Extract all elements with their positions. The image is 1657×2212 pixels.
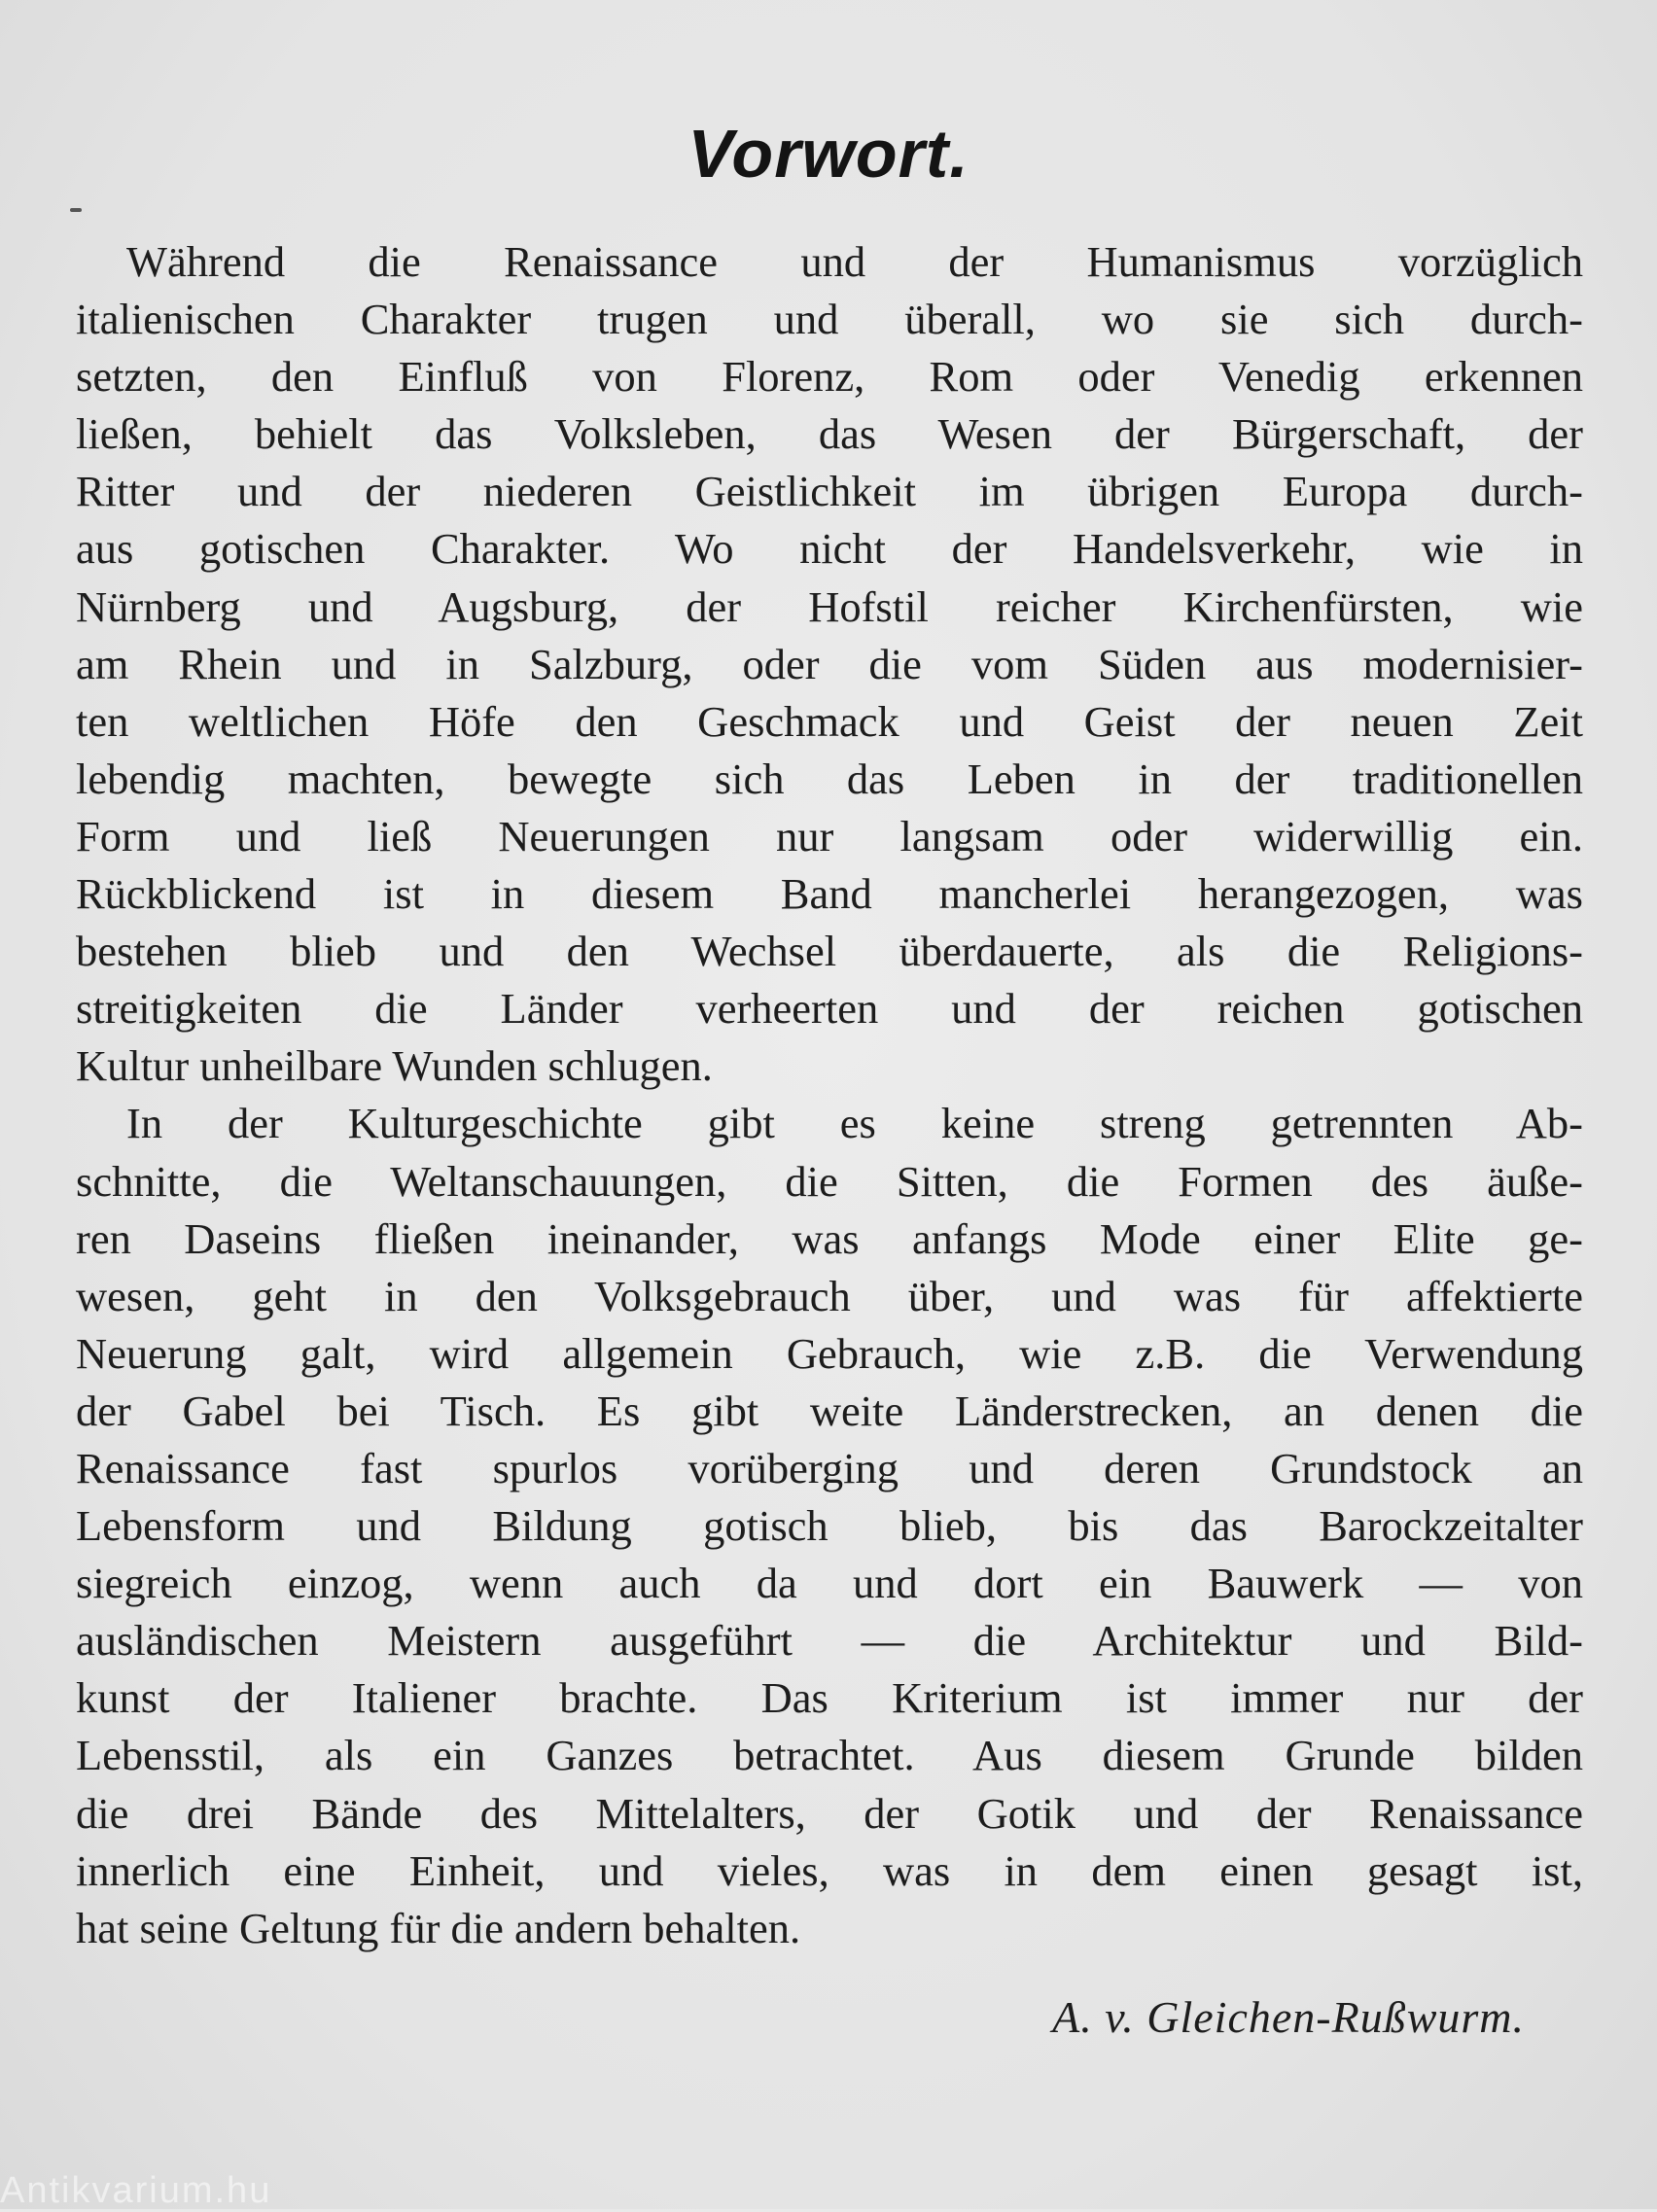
text-line: bestehen blieb und den Wechsel überdauerte, als die Religions- [76,927,1583,976]
text-line: Lebensstil, als ein Ganzes betrachtet. Aus diesem Grunde bilden [76,1731,1583,1780]
text-line: Während die Renaissance und der Humanismus vorzüglich [126,237,1583,286]
text-line: am Rhein und in Salzburg, oder die vom Süden aus modernisier- [76,639,1583,688]
text-line: die drei Bände des Mittelalters, der Gotik und der Renaissance [76,1788,1583,1838]
text-line: aus gotischen Charakter. Wo nicht der Handelsverkehr, wie in [76,524,1583,574]
text-line: Renaissance fast spurlos vorüberging und deren Grundstock an [76,1443,1583,1492]
text-line: ließen, behielt das Volksleben, das Wesen der Bürgerschaft, der [76,409,1583,459]
paragraph-2 [76,1095,1583,1956]
text-line: In der Kulturgeschichte gibt es keine streng getrennten Ab- [126,1099,1583,1148]
text-line: Form und ließ Neuerungen nur langsam oder widerwillig ein. [76,811,1583,860]
text-line: Nürnberg und Augsburg, der Hofstil reicher Kirchenfürsten, wie [76,581,1583,631]
text-line: italienischen Charakter trugen und überall, wo sie sich durch- [76,295,1583,344]
text-line: ren Daseins fließen ineinander, was anfangs Mode einer Elite ge- [76,1213,1583,1263]
text-line: Lebensform und Bildung gotisch blieb, bis das Barockzeitalter [76,1501,1583,1551]
text-line: setzten, den Einfluß von Florenz, Rom oder Venedig erkennen [76,352,1583,402]
text-line: der Gabel bei Tisch. Es gibt weite Länderstrecken, an denen die [76,1386,1583,1435]
text-line: kunst der Italiener brachte. Das Kriterium ist immer nur der [76,1673,1583,1723]
stray-mark [70,208,82,212]
text-line: schnitte, die Weltanschauungen, die Sitten, die Formen des äuße- [76,1156,1583,1206]
text-line: innerlich eine Einheit, und vieles, was in dem einen gesagt ist, [76,1845,1583,1895]
paragraph-1 [76,233,1583,1095]
text-line: wesen, geht in den Volksgebrauch über, und was für affektierte [76,1271,1583,1320]
preface-text [76,233,1583,1957]
text-line: Kultur unheilbare Wunden schlugen. [76,1041,713,1091]
text-line: hat seine Geltung für die andern behalten. [76,1903,801,1952]
text-line: Ritter und der niederen Geistlichkeit im übrigen Europa durch- [76,467,1583,516]
text-line: ausländischen Meistern ausgeführt — die Architektur und Bild- [76,1616,1583,1666]
text-line: siegreich einzog, wenn auch da und dort ein Bauwerk — von [76,1559,1583,1608]
page-title: Vorwort. [687,116,970,192]
text-line: lebendig machten, bewegte sich das Leben in der traditionellen [76,754,1583,803]
text-line: ten weltlichen Höfe den Geschmack und Geist der neuen Zeit [76,696,1583,746]
watermark: Antikvarium.hu [0,2170,272,2211]
text-line: streitigkeiten die Länder verheerten und der reichen gotischen [76,984,1583,1034]
text-line: Neuerung galt, wird allgemein Gebrauch, wie z.B. die Verwendung [76,1328,1583,1378]
text-line: Rückblickend ist in diesem Band mancherlei herangezogen, was [76,869,1583,919]
author-signature: A. v. Gleichen-Rußwurm. [1052,1992,1525,2042]
